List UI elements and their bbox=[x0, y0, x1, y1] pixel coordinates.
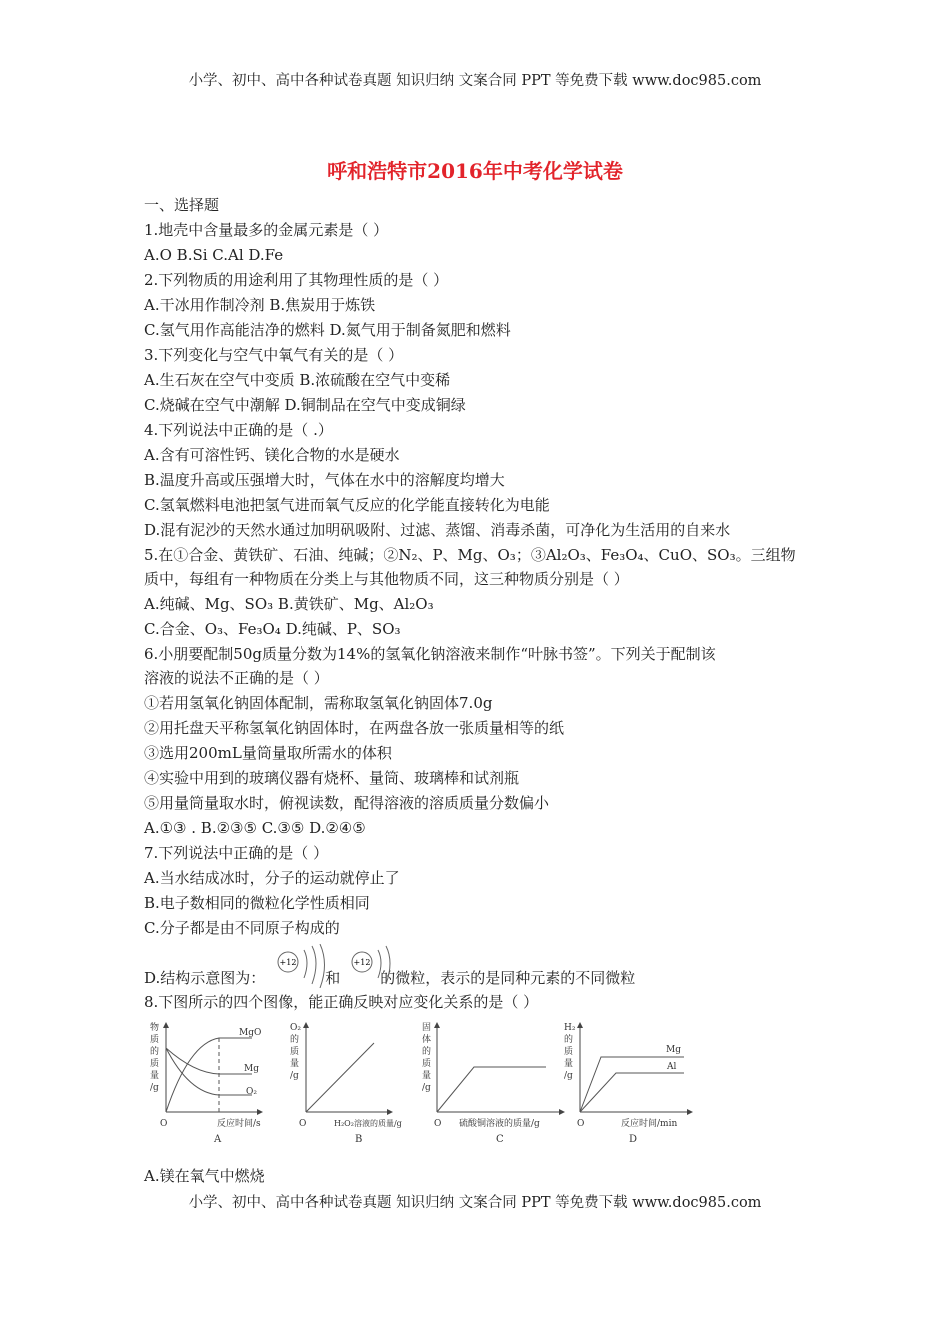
svg-text:H₂O₂溶液的质量/g: H₂O₂溶液的质量/g bbox=[334, 1119, 402, 1128]
graph-a bbox=[150, 1021, 262, 1145]
atom-structure-diagram-2 bbox=[348, 944, 398, 988]
page-title: 呼和浩特市2016年中考化学试卷 bbox=[327, 159, 623, 183]
text-line: A.干冰用作制冷剂 B.焦炭用于炼铁 bbox=[144, 296, 376, 314]
svg-text:质: 质 bbox=[564, 1047, 574, 1057]
text-line: 5.在①合金、黄铁矿、石油、纯碱；②N₂、P、Mg、O₃；③Al₂O₃、Fe₃O₄、CuO、SO₃。三组物 bbox=[144, 546, 796, 564]
text-line: 2.下列物质的用途利用了其物理性质的是（ ） bbox=[144, 271, 449, 289]
svg-text:体: 体 bbox=[422, 1035, 432, 1045]
text-line: A.①③ . B.②③⑤ C.③⑤ D.②④⑤ bbox=[144, 819, 366, 837]
page-footer: 小学、初中、高中各种试卷真题 知识归纳 文案合同 PPT 等免费下载 www.doc985.com bbox=[188, 1195, 762, 1211]
svg-text:/g: /g bbox=[422, 1083, 431, 1093]
text-line: 4.下列说法中正确的是（ .） bbox=[144, 421, 333, 439]
svg-text:H₂: H₂ bbox=[564, 1023, 576, 1033]
curve-mgo bbox=[166, 1038, 252, 1112]
svg-text:量: 量 bbox=[290, 1059, 300, 1069]
graph-b bbox=[290, 1023, 402, 1145]
text-line: C.烧碱在空气中潮解 D.铜制品在空气中变成铜绿 bbox=[144, 396, 466, 414]
nucleus-charge: +12 bbox=[279, 958, 297, 967]
text-line: C.合金、O₃、Fe₃O₄ D.纯碱、P、SO₃ bbox=[144, 620, 401, 638]
line-al bbox=[580, 1073, 684, 1112]
svg-text:B: B bbox=[355, 1134, 363, 1145]
text-line: ③选用200mL量筒量取所需水的体积 bbox=[144, 744, 392, 762]
series-label: O₂ bbox=[246, 1087, 257, 1097]
svg-text:O₂: O₂ bbox=[290, 1023, 301, 1033]
q7d-suffix: 的微粒，表示的是同种元素的不同微粒 bbox=[380, 969, 636, 987]
text-line: ④实验中用到的玻璃仪器有烧杯、量筒、玻璃棒和试剂瓶 bbox=[144, 769, 520, 787]
q8-graphs-figure bbox=[144, 1018, 704, 1148]
svg-text:的: 的 bbox=[564, 1035, 574, 1045]
page-header: 小学、初中、高中各种试卷真题 知识归纳 文案合同 PPT 等免费下载 www.doc985.com bbox=[188, 73, 762, 89]
svg-text:/g: /g bbox=[150, 1083, 159, 1093]
svg-text:质: 质 bbox=[150, 1035, 160, 1045]
text-line: A.含有可溶性钙、镁化合物的水是硬水 bbox=[144, 446, 400, 464]
text-line: ①若用氢氧化钠固体配制，需称取氢氧化钠固体7.0g bbox=[144, 694, 493, 712]
svg-text:反应时间/min: 反应时间/min bbox=[621, 1119, 678, 1129]
text-line: A.O B.Si C.Al D.Fe bbox=[144, 246, 284, 264]
text-line: C.氢氧燃料电池把氢气进而氧气反应的化学能直接转化为电能 bbox=[144, 496, 550, 514]
svg-text:质: 质 bbox=[422, 1059, 432, 1069]
svg-text:质: 质 bbox=[150, 1059, 160, 1069]
question-8: 8.下图所示的四个图像，能正确反映对应变化关系的是（ ） bbox=[144, 993, 539, 1011]
text-line: 一、选择题 bbox=[144, 196, 220, 214]
q7d-prefix: D.结构示意图为： bbox=[144, 969, 266, 987]
svg-text:硫酸铜溶液的质量/g: 硫酸铜溶液的质量/g bbox=[459, 1119, 540, 1129]
text-line: 溶液的说法不正确的是（ ） bbox=[144, 669, 329, 687]
series-label: MgO bbox=[239, 1028, 262, 1038]
svg-text:反应时间/s: 反应时间/s bbox=[217, 1119, 261, 1129]
line-o2 bbox=[306, 1043, 374, 1112]
svg-text:的: 的 bbox=[290, 1035, 300, 1045]
svg-text:/g: /g bbox=[564, 1071, 573, 1081]
text-line: A.纯碱、Mg、SO₃ B.黄铁矿、Mg、Al₂O₃ bbox=[144, 595, 434, 613]
svg-text:O: O bbox=[299, 1119, 307, 1129]
text-line: A.生石灰在空气中变质 B.浓硫酸在空气中变稀 bbox=[144, 371, 451, 389]
svg-text:O: O bbox=[434, 1119, 442, 1129]
svg-text:D: D bbox=[629, 1134, 638, 1145]
text-line: ②用托盘天平称氢氧化钠固体时，在两盘各放一张质量相等的纸 bbox=[144, 719, 565, 737]
curve-mg bbox=[166, 1048, 252, 1074]
graph-d bbox=[564, 1023, 692, 1145]
text-line: 7.下列说法中正确的是（ ） bbox=[144, 844, 329, 862]
text-line: D.混有泥沙的天然水通过加明矾吸附、过滤、蒸馏、消毒杀菌，可净化为生活用的自来水 bbox=[144, 521, 731, 539]
svg-text:A: A bbox=[214, 1134, 222, 1145]
svg-text:固: 固 bbox=[422, 1023, 432, 1033]
nucleus-charge: +12 bbox=[353, 958, 371, 967]
text-line: C.分子都是由不同原子构成的 bbox=[144, 919, 340, 937]
q7d-mid: 和 bbox=[325, 969, 341, 987]
svg-text:Mg: Mg bbox=[666, 1045, 681, 1055]
atom-structure-diagram-1 bbox=[274, 944, 334, 988]
svg-text:Al: Al bbox=[667, 1062, 677, 1072]
text-line: 6.小朋要配制50g质量分数为14%的氢氧化钠溶液来制作“叶脉书签”。下列关于配制该 bbox=[144, 645, 716, 663]
text-line: 1.地壳中含量最多的金属元素是（ ） bbox=[144, 221, 389, 239]
text-line: B.电子数相同的微粒化学性质相同 bbox=[144, 894, 370, 912]
graph-c bbox=[422, 1022, 564, 1145]
svg-text:O: O bbox=[160, 1119, 168, 1129]
curve-o2 bbox=[166, 1048, 252, 1095]
svg-text:质: 质 bbox=[290, 1047, 300, 1057]
text-line: C.氢气用作高能洁净的燃料 D.氮气用于制备氮肥和燃料 bbox=[144, 321, 511, 339]
text-line: B.温度升高或压强增大时，气体在水中的溶解度均增大 bbox=[144, 471, 505, 489]
svg-text:量: 量 bbox=[422, 1071, 432, 1081]
svg-text:O: O bbox=[577, 1119, 585, 1129]
text-line: 质中，每组有一种物质在分类上与其他物质不同，这三种物质分别是（ ） bbox=[144, 570, 629, 588]
svg-text:/g: /g bbox=[290, 1071, 299, 1081]
svg-text:量: 量 bbox=[150, 1071, 160, 1081]
text-line: A.当水结成冰时，分子的运动就停止了 bbox=[144, 869, 400, 887]
svg-text:的: 的 bbox=[422, 1047, 432, 1057]
series-label: Mg bbox=[244, 1064, 259, 1074]
svg-text:量: 量 bbox=[564, 1059, 574, 1069]
q8-option-a: A.镁在氧气中燃烧 bbox=[144, 1167, 265, 1185]
svg-text:物: 物 bbox=[150, 1023, 160, 1033]
text-line: 3.下列变化与空气中氧气有关的是（ ） bbox=[144, 346, 404, 364]
svg-text:C: C bbox=[496, 1134, 504, 1145]
text-line: ⑤用量筒量取水时，俯视读数，配得溶液的溶质质量分数偏小 bbox=[144, 794, 550, 812]
svg-text:的: 的 bbox=[150, 1047, 160, 1057]
line-solid-mass bbox=[437, 1067, 546, 1112]
